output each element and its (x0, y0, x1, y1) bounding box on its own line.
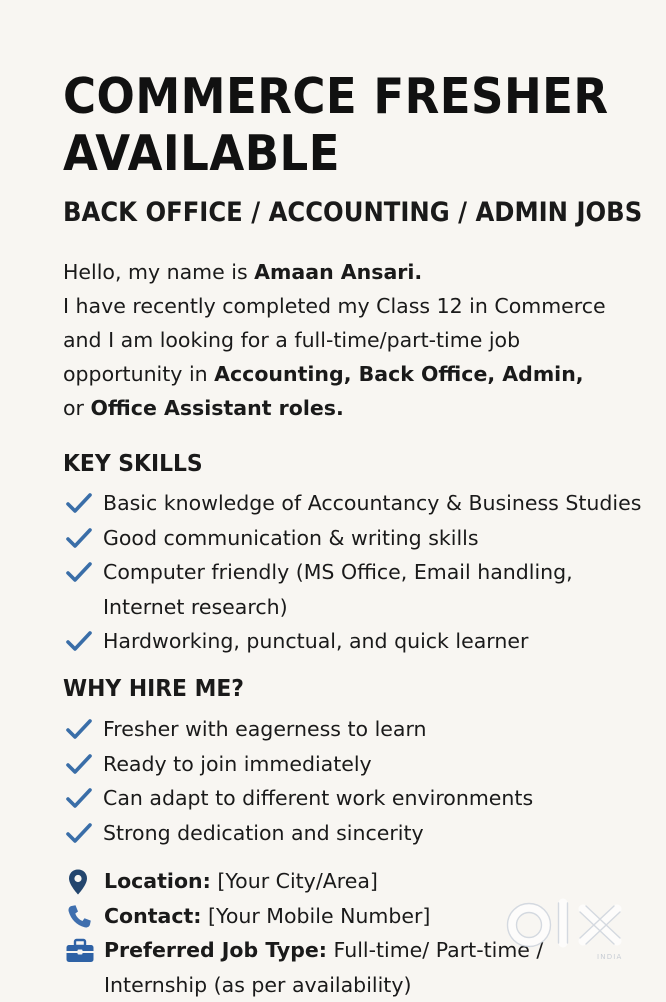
reason-text: Can adapt to different work environments (103, 786, 533, 810)
list-item (63, 486, 663, 521)
key-skills-heading: KEY SKILLS (63, 449, 203, 479)
location-pin-icon (65, 868, 95, 896)
intro-line-4-prefix: opportunity in (63, 362, 214, 386)
role-back-office: Back Office, (351, 362, 495, 386)
checkmark-icon (65, 718, 93, 740)
location-label: Location: (104, 869, 211, 893)
location-row (63, 864, 663, 899)
reason-text: Strong dedication and sincerity (103, 821, 424, 845)
checkmark-icon (65, 630, 93, 652)
job-type-value: Full-time/ Part-time / (327, 938, 543, 962)
title-line-2: AVAILABLE (63, 125, 340, 182)
olx-watermark-logo (505, 895, 635, 965)
subtitle: BACK OFFICE / ACCOUNTING / ADMIN JOBS (63, 196, 642, 230)
key-skills-list (63, 486, 663, 659)
checkmark-icon (65, 787, 93, 809)
intro-line-3: and I am looking for a full-time/part-time job (63, 323, 663, 357)
checkmark-icon (65, 527, 93, 549)
list-item (63, 747, 663, 782)
checkmark-icon (65, 753, 93, 775)
intro-line-5 (63, 391, 663, 425)
list-item (63, 712, 663, 747)
reason-text: Ready to join immediately (103, 752, 372, 776)
briefcase-icon (65, 937, 95, 965)
skill-text: Hardworking, punctual, and quick learner (103, 629, 528, 653)
skill-text: Basic knowledge of Accountancy & Business Studies (103, 491, 641, 515)
watermark-sub-text: INDIA (597, 953, 623, 961)
why-hire-list (63, 712, 663, 850)
contact-value: [Your Mobile Number] (202, 904, 431, 928)
intro-greeting: Hello, my name is (63, 260, 254, 284)
role-admin: Admin, (495, 362, 583, 386)
phone-icon (65, 903, 95, 931)
checkmark-icon (65, 561, 93, 583)
title-line-1: COMMERCE FRESHER (63, 68, 609, 125)
page-title (63, 68, 609, 182)
checkmark-icon (65, 822, 93, 844)
contact-label: Contact: (104, 904, 202, 928)
skill-text-continuation: Internet research) (103, 590, 663, 625)
role-accounting: Accounting, (214, 362, 351, 386)
intro-paragraph (63, 255, 663, 425)
job-type-value-continuation: Internship (as per availability) (104, 973, 411, 997)
list-item (63, 781, 663, 816)
skill-text: Computer friendly (MS Office, Email handling, (103, 560, 573, 584)
why-hire-heading: WHY HIRE ME? (63, 674, 244, 704)
list-item (63, 555, 663, 624)
reason-text: Fresher with eagerness to learn (103, 717, 427, 741)
applicant-name: Amaan Ansari. (254, 260, 422, 284)
role-office-assistant: Office Assistant roles. (91, 396, 344, 420)
job-type-label: Preferred Job Type: (104, 938, 327, 962)
intro-line-1 (63, 255, 663, 289)
skill-text: Good communication & writing skills (103, 526, 479, 550)
location-value: [Your City/Area] (211, 869, 378, 893)
list-item (63, 624, 663, 659)
list-item (63, 816, 663, 851)
intro-line-2: I have recently completed my Class 12 in Commerce (63, 289, 663, 323)
list-item (63, 521, 663, 556)
checkmark-icon (65, 492, 93, 514)
job-type-row-continuation (63, 968, 663, 1002)
intro-line-5-prefix: or (63, 396, 91, 420)
intro-line-4 (63, 357, 663, 391)
